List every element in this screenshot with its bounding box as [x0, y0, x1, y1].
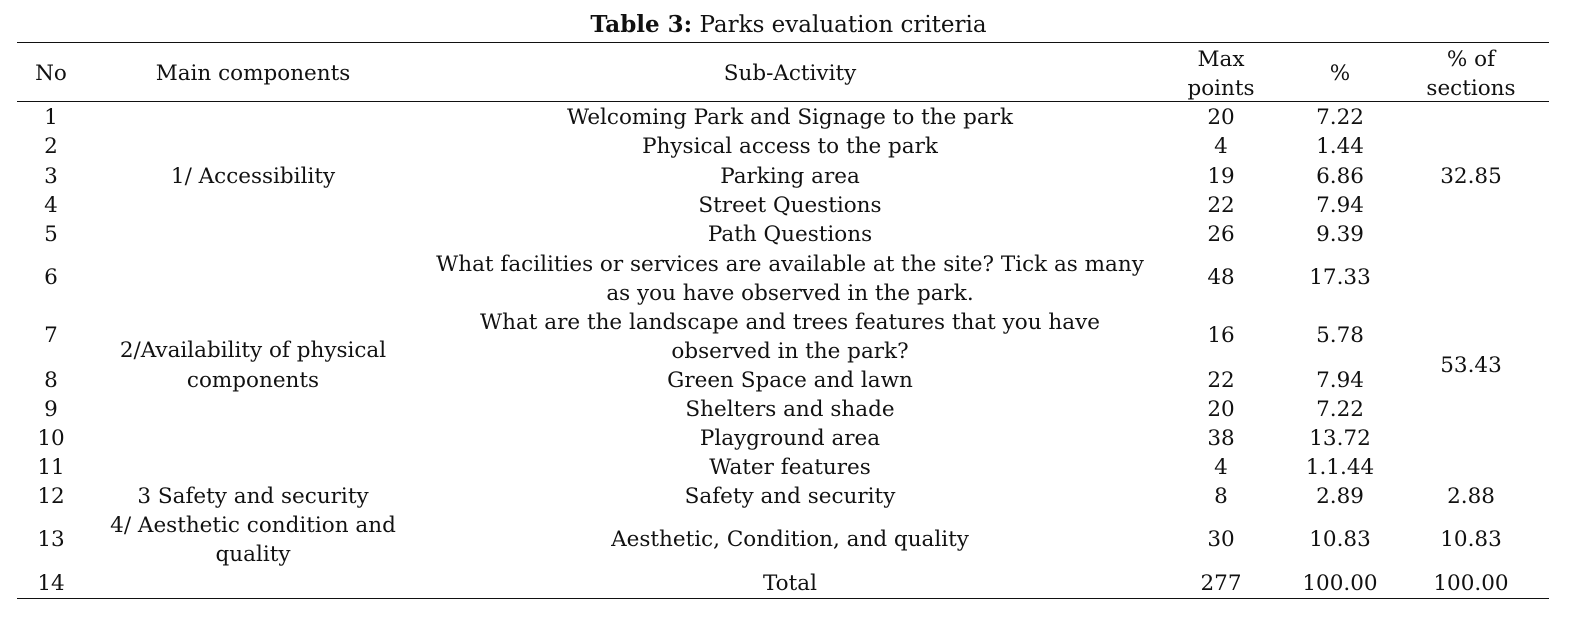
row-percent: 10.83	[1309, 527, 1371, 552]
row-percent: 1.1.44	[1305, 455, 1375, 480]
row-max-points: 4	[1214, 455, 1228, 480]
row-no: 1	[44, 105, 58, 130]
row-sub-activity: Parking area	[720, 164, 860, 189]
row-sub-activity: Playground area	[699, 426, 881, 451]
row-sub-activity: Path Questions	[707, 222, 873, 247]
row-no: 8	[44, 368, 58, 393]
row-percent: 9.39	[1316, 222, 1364, 247]
row-sub-activity: Shelters and shade	[685, 397, 895, 422]
row-max-points: 4	[1214, 134, 1228, 159]
row-max-points: 48	[1207, 265, 1235, 290]
row-sub-activity-line2: as you have observed in the park.	[606, 281, 974, 306]
group-aesthetic-label-line1: 4/ Aesthetic condition and	[110, 513, 396, 538]
row-sub-activity: Safety and security	[684, 484, 896, 509]
group-physical-label-line2: components	[186, 368, 320, 393]
row-max-points: 8	[1214, 484, 1228, 509]
row-percent: 7.22	[1316, 105, 1364, 130]
table-bottom-rule	[17, 598, 1549, 599]
row-max-points: 26	[1207, 222, 1235, 247]
table-top-rule	[17, 42, 1549, 43]
row-no: 12	[37, 484, 65, 509]
caption-title: Parks evaluation criteria	[699, 12, 987, 38]
row-no: 10	[37, 426, 65, 451]
header-sections-line1: % of	[1446, 47, 1496, 72]
group-accessibility-sections: 32.85	[1440, 164, 1502, 189]
row-percent: 7.94	[1316, 368, 1364, 393]
row-percent: 100.00	[1302, 571, 1378, 596]
row-percent: 2.89	[1316, 484, 1364, 509]
row-no: 14	[37, 571, 65, 596]
row-no: 11	[37, 455, 65, 480]
header-max-points-line2: points	[1187, 76, 1255, 101]
header-no: No	[35, 61, 67, 86]
row-no: 6	[44, 265, 58, 290]
row-percent: 7.94	[1316, 193, 1364, 218]
row-sub-activity: Green Space and lawn	[667, 368, 913, 393]
group-accessibility-label: 1/ Accessibility	[170, 164, 336, 189]
row-percent: 1.44	[1316, 134, 1364, 159]
row-max-points: 20	[1207, 397, 1235, 422]
row-no: 7	[44, 323, 58, 348]
row-no: 5	[44, 222, 58, 247]
header-sub-activity: Sub-Activity	[723, 61, 857, 86]
row-no: 4	[44, 193, 58, 218]
row-percent: 5.78	[1316, 323, 1364, 348]
row-sub-activity-line1: What facilities or services are available at the site? Tick as many	[436, 252, 1144, 277]
row-max-points: 20	[1207, 105, 1235, 130]
header-sections-line2: sections	[1426, 76, 1516, 101]
row-no: 3	[44, 164, 58, 189]
row-max-points: 16	[1207, 323, 1235, 348]
row-no: 13	[37, 527, 65, 552]
group-physical-sections: 53.43	[1440, 353, 1502, 378]
row-sub-activity: Street Questions	[698, 193, 882, 218]
row-sub-activity-line1: What are the landscape and trees features that you have	[480, 310, 1100, 335]
row-percent: 17.33	[1309, 265, 1371, 290]
row-percent: 13.72	[1309, 426, 1371, 451]
group-physical-label-line1: 2/Availability of physical	[119, 338, 387, 363]
row-no: 9	[44, 397, 58, 422]
group-safety-sections: 2.88	[1447, 484, 1495, 509]
group-aesthetic-label-line2: quality	[215, 542, 291, 567]
row-percent: 7.22	[1316, 397, 1364, 422]
caption-label: Table 3:	[590, 11, 693, 38]
row-no: 2	[44, 134, 58, 159]
row-sub-activity: Total	[763, 571, 817, 596]
row-sub-activity-line2: observed in the park?	[671, 339, 909, 364]
row-sub-activity: Water features	[709, 455, 871, 480]
row-sub-activity: Welcoming Park and Signage to the park	[566, 105, 1014, 130]
row-max-points: 19	[1207, 164, 1235, 189]
row-max-points: 277	[1200, 571, 1242, 596]
group-aesthetic-sections: 10.83	[1440, 527, 1502, 552]
row-percent: 6.86	[1316, 164, 1364, 189]
header-main-components: Main components	[155, 61, 351, 86]
group-safety-label: 3 Safety and security	[137, 484, 369, 509]
row-sub-activity: Physical access to the park	[642, 134, 938, 159]
table-caption	[0, 10, 1577, 40]
row-max-points: 22	[1207, 368, 1235, 393]
row-max-points: 30	[1207, 527, 1235, 552]
row-max-points: 38	[1207, 426, 1235, 451]
header-max-points-line1: Max	[1197, 47, 1245, 72]
group-total-sections: 100.00	[1433, 571, 1509, 596]
row-max-points: 22	[1207, 193, 1235, 218]
row-sub-activity: Aesthetic, Condition, and quality	[611, 527, 969, 552]
header-percent: %	[1329, 61, 1351, 86]
header-bottom-rule	[17, 101, 1549, 102]
